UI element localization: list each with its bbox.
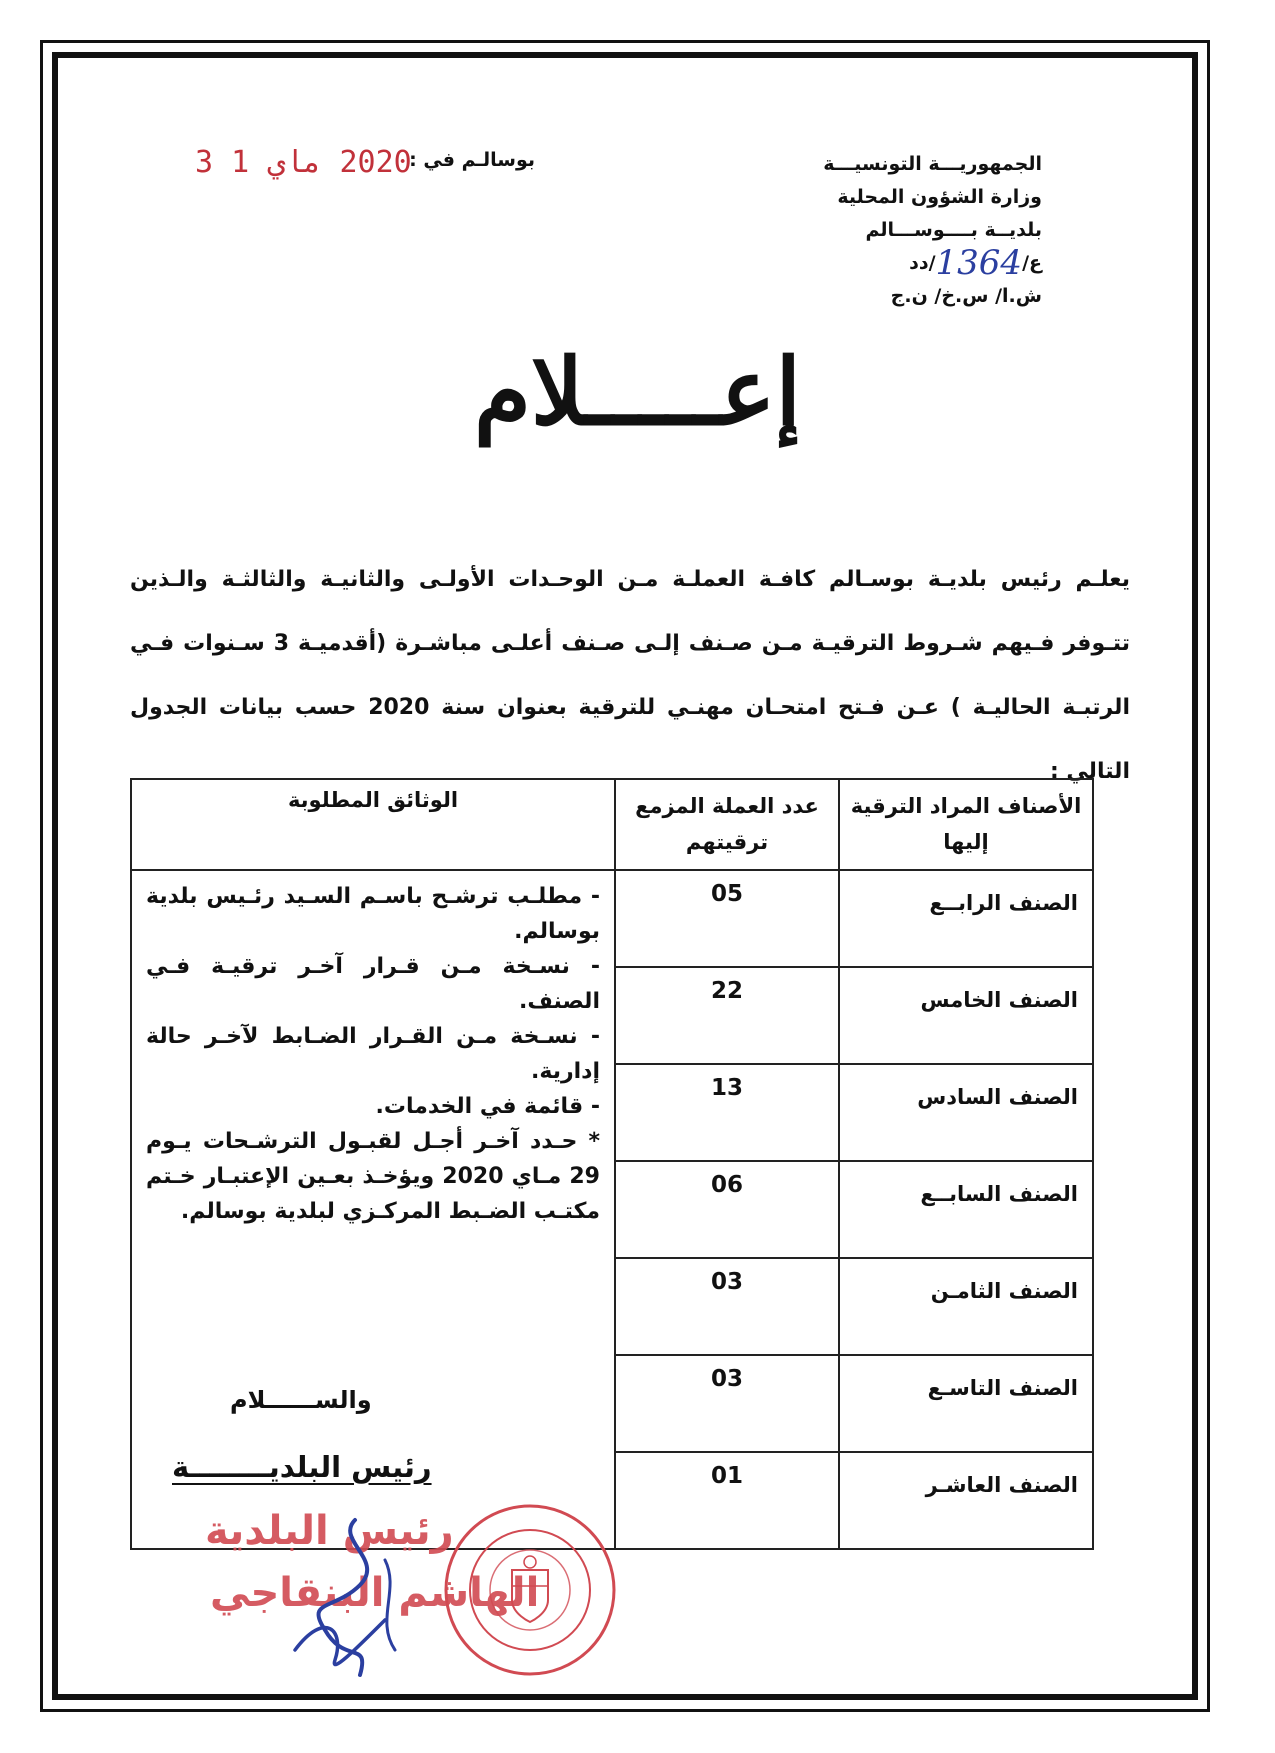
stamp-title-text: رئيس البلدية: [205, 1508, 454, 1554]
stamp-name-text: الهاشم البنقاجي: [210, 1570, 540, 1616]
header-grade: الأصناف المراد الترقية إليها: [839, 779, 1093, 870]
municipality-name: بلديــة بــــوســـالم: [865, 219, 1042, 241]
ministry-name: وزارة الشؤون المحلية: [837, 186, 1042, 208]
document-item: - نسـخة مـن القـرار الضـابط لآخـر حالة إدارية.: [146, 1024, 600, 1084]
grade-cell: الصنف الخامس: [839, 967, 1093, 1064]
signatory-title: رئيس البلديــــــــة: [172, 1450, 432, 1484]
grade-cell: الصنف العاشـر: [839, 1452, 1093, 1549]
reference-prefix: ع: [1029, 252, 1042, 274]
promotion-table: [130, 778, 1094, 1550]
document-item: - مطلـب ترشـح باسـم السـيد رئـيس بلدية بوسالم.: [146, 884, 600, 944]
letterhead: [712, 148, 1042, 313]
announcement-body: يعلـم رئيس بلديـة بوسـالم كافـة العملـة مـن الوحـدات الأولـى والثانيـة والثالثـة والـذين تتـوفر فـيهم شـروط الترقيـة مـن صـنف إلـى صـنف أعلـى مباشـرة (أقدميـة 3 سـنوات فـي الرتبـة الحاليـة ) عـن فـتح امتحـان مهنـي للترقية بعنوان سنة 2020 حسب بيانات الجدول التالي :: [130, 567, 1131, 784]
table-row: [131, 870, 1093, 967]
count-cell: 03: [615, 1355, 839, 1452]
count-cell: 22: [615, 967, 839, 1064]
official-seal: [440, 1500, 620, 1680]
grade-cell: الصنف الرابــع: [839, 870, 1093, 967]
header-documents: الوثائق المطلوبة: [131, 779, 615, 870]
count-cell: 01: [615, 1452, 839, 1549]
place-label: بوسالـم في :: [409, 149, 535, 171]
reference-number-line: ع/1364/دد: [909, 243, 1042, 283]
count-cell: 13: [615, 1064, 839, 1161]
closing-salutation: والســــــلام: [230, 1386, 372, 1414]
count-cell: 03: [615, 1258, 839, 1355]
office-code: ش.ا/ س.خ/ ن.ج: [890, 285, 1042, 307]
header-count: عدد العملة المزمع ترقيتهم: [615, 779, 839, 870]
document-item: - نسـخة مـن قـرار آخـر ترقيـة فـي الصنف.: [146, 954, 600, 1014]
table-header-row: [131, 779, 1093, 870]
grade-cell: الصنف السادس: [839, 1064, 1093, 1161]
count-cell: 06: [615, 1161, 839, 1258]
date-stamp: 2020 ماي 1 3: [195, 145, 412, 180]
place-date-block: [195, 145, 535, 195]
reference-number: 1364: [935, 243, 1023, 283]
grade-cell: الصنف التاسـع: [839, 1355, 1093, 1452]
grade-cell: الصنف السابــع: [839, 1161, 1093, 1258]
document-title: إعـــــلام: [473, 338, 802, 446]
reference-suffix: /دد: [909, 252, 936, 274]
grade-cell: الصنف الثامـن: [839, 1258, 1093, 1355]
required-documents-cell: [131, 870, 615, 1549]
document-item: - قائمة في الخدمات.: [375, 1094, 600, 1119]
deadline-note: * حـدد آخـر أجـل لقبـول الترشـحات يـوم 29 مـاي 2020 ويؤخـذ بعـين الإعتبـار خـتم مكتـب الضـبط المركـزي لبلدية بوسالم.: [146, 1129, 600, 1224]
country-name: الجمهوريـــة التونسيـــة: [823, 153, 1042, 175]
count-cell: 05: [615, 870, 839, 967]
